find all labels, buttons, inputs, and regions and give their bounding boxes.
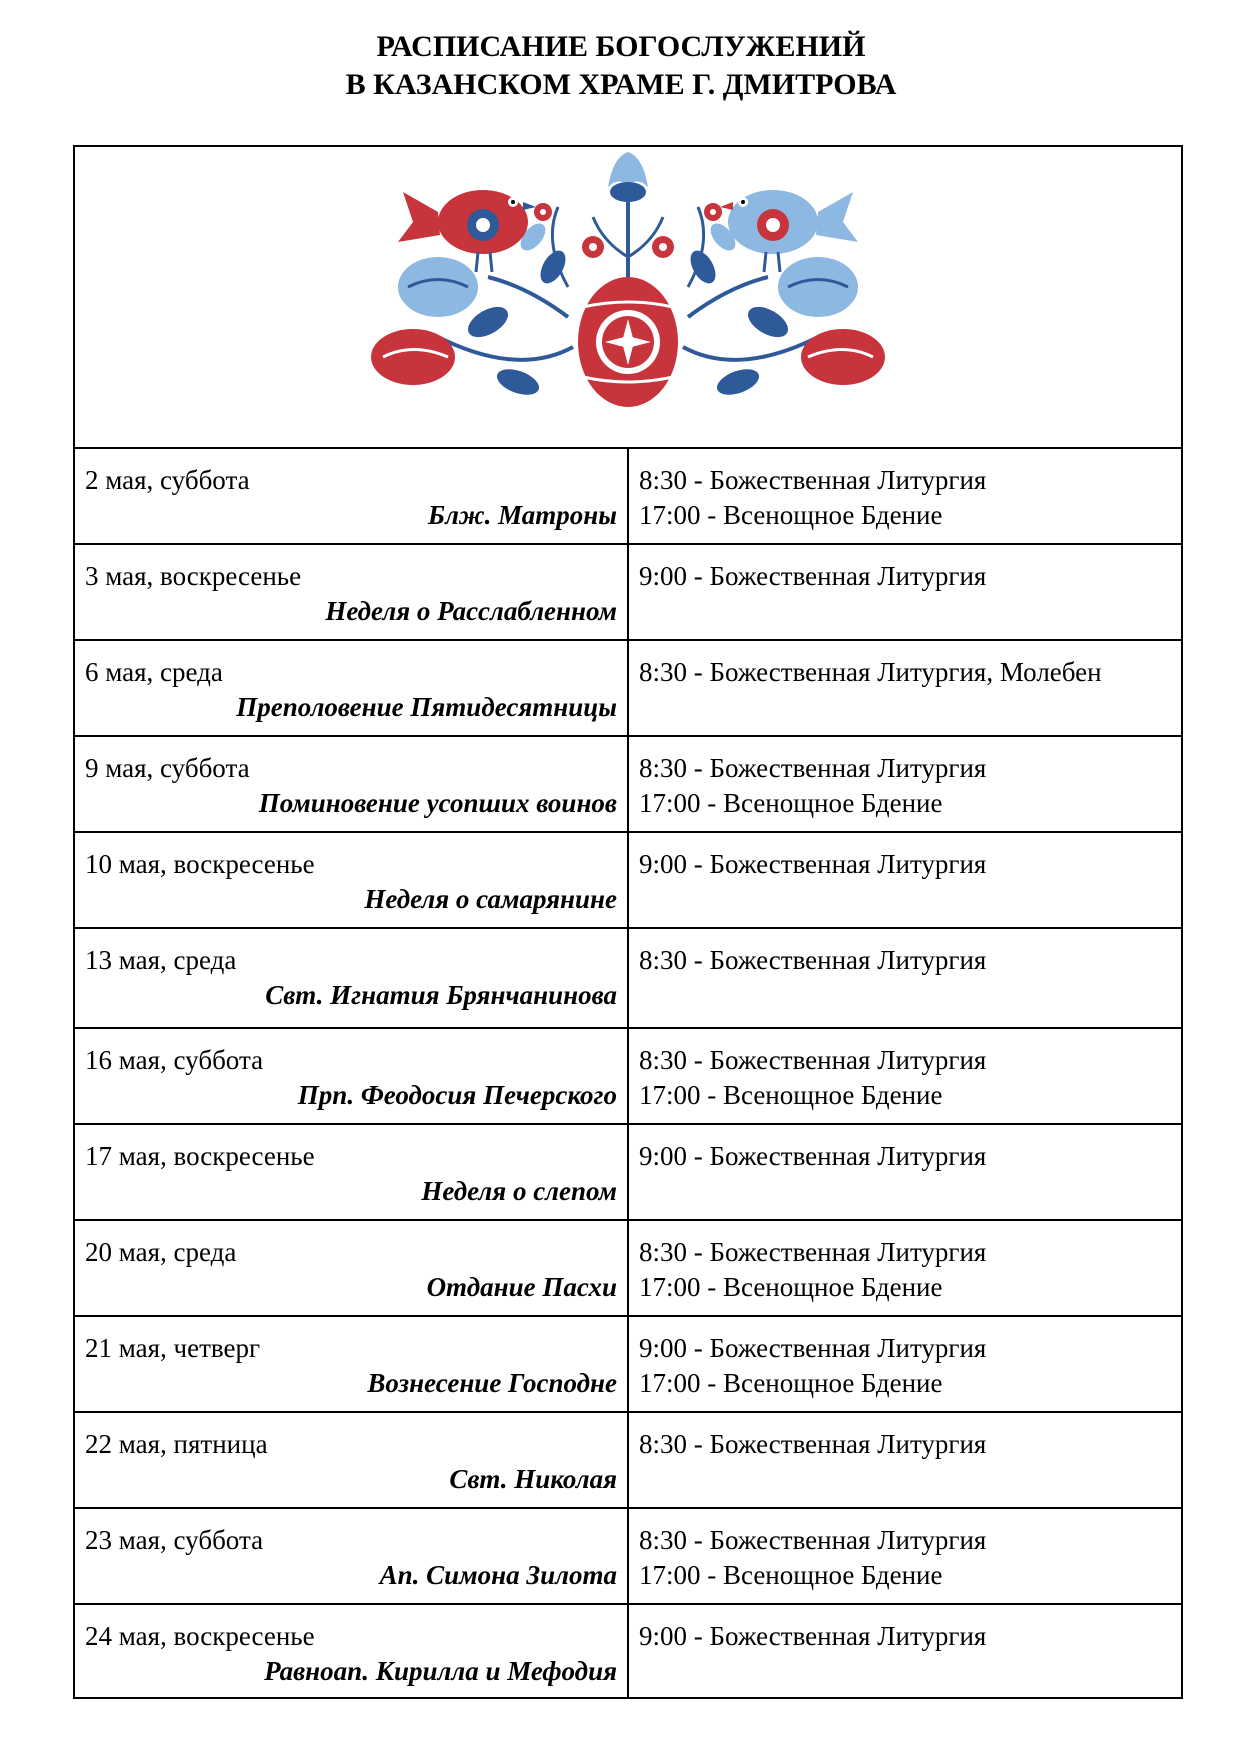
service-line: 17:00 - Всенощное Бдение [639, 1080, 943, 1110]
schedule-row [74, 640, 1182, 736]
day-date: 24 мая, воскресенье [85, 1621, 315, 1651]
feast-name: Поминовение усопших воинов [258, 788, 617, 818]
day-cell [74, 1412, 628, 1508]
service-line: 8:30 - Божественная Литургия [639, 1525, 987, 1555]
ornament-cell [74, 146, 1182, 448]
day-cell [74, 928, 628, 1028]
schedule-table [73, 145, 1183, 1699]
services-cell [628, 928, 1182, 1028]
day-cell [74, 640, 628, 736]
day-date: 3 мая, воскресенье [85, 561, 302, 591]
service-line: 9:00 - Божественная Литургия [639, 1621, 987, 1651]
day-date: 17 мая, воскресенье [85, 1141, 315, 1171]
service-line: 17:00 - Всенощное Бдение [639, 1560, 943, 1590]
service-line: 8:30 - Божественная Литургия [639, 945, 987, 975]
services-cell [628, 1316, 1182, 1412]
day-cell [74, 544, 628, 640]
service-line [639, 1462, 1171, 1497]
service-line [639, 690, 1171, 725]
feast-name: Неделя о самарянине [364, 884, 617, 914]
day-date: 9 мая, суббота [85, 753, 250, 783]
feast-name: Прп. Феодосия Печерского [297, 1080, 617, 1110]
service-line [639, 978, 1171, 1013]
service-line: 17:00 - Всенощное Бдение [639, 788, 943, 818]
services-cell [628, 1508, 1182, 1604]
day-cell [74, 1124, 628, 1220]
feast-name: Свт. Игнатия Брянчанинова [265, 980, 617, 1010]
service-line: 9:00 - Божественная Литургия [639, 1141, 987, 1171]
schedule-row [74, 1028, 1182, 1124]
services-cell [628, 640, 1182, 736]
services-cell [628, 544, 1182, 640]
service-line: 17:00 - Всенощное Бдение [639, 1368, 943, 1398]
day-cell [74, 1604, 628, 1698]
services-cell [628, 1220, 1182, 1316]
service-line: 8:30 - Божественная Литургия [639, 1045, 987, 1075]
day-cell [74, 1220, 628, 1316]
day-date: 2 мая, суббота [85, 465, 250, 495]
services-cell [628, 736, 1182, 832]
service-line: 17:00 - Всенощное Бдение [639, 1272, 943, 1302]
feast-name: Неделя о слепом [421, 1176, 617, 1206]
services-cell [628, 448, 1182, 544]
schedule-row [74, 1508, 1182, 1604]
day-date: 10 мая, воскресенье [85, 849, 315, 879]
day-date: 13 мая, среда [85, 945, 237, 975]
schedule-row [74, 1316, 1182, 1412]
folk-ornament-icon [368, 147, 888, 417]
feast-name: Блж. Матроны [427, 500, 617, 530]
schedule-row [74, 1412, 1182, 1508]
service-line: 8:30 - Божественная Литургия, Молебен [639, 657, 1102, 687]
day-date: 23 мая, суббота [85, 1525, 264, 1555]
feast-name: Ап. Симона Зилота [379, 1560, 617, 1590]
service-line: 9:00 - Божественная Литургия [639, 849, 987, 879]
service-line [639, 1174, 1171, 1209]
schedule-row [74, 1604, 1182, 1698]
day-cell [74, 832, 628, 928]
ornament-row [74, 146, 1182, 448]
day-date: 22 мая, пятница [85, 1429, 268, 1459]
feast-name: Неделя о Расслабленном [325, 596, 617, 626]
service-line [639, 1654, 1171, 1689]
services-cell [628, 1412, 1182, 1508]
service-line [639, 882, 1171, 917]
services-cell [628, 1028, 1182, 1124]
day-cell [74, 1508, 628, 1604]
service-line [639, 594, 1171, 629]
services-cell [628, 1604, 1182, 1698]
feast-name: Преполовение Пятидесятницы [236, 692, 617, 722]
feast-name: Равноап. Кирилла и Мефодия [264, 1656, 617, 1686]
day-cell [74, 1316, 628, 1412]
service-line: 8:30 - Божественная Литургия [639, 753, 987, 783]
feast-name: Вознесение Господне [367, 1368, 617, 1398]
service-line: 8:30 - Божественная Литургия [639, 1237, 987, 1267]
feast-name: Свт. Николая [449, 1464, 617, 1494]
service-line: 17:00 - Всенощное Бдение [639, 500, 943, 530]
day-cell [74, 448, 628, 544]
services-cell [628, 1124, 1182, 1220]
day-cell [74, 1028, 628, 1124]
day-date: 21 мая, четверг [85, 1333, 261, 1363]
day-date: 20 мая, среда [85, 1237, 237, 1267]
schedule-row [74, 832, 1182, 928]
service-line: 8:30 - Божественная Литургия [639, 465, 987, 495]
title-line-2: В КАЗАНСКОМ ХРАМЕ Г. ДМИТРОВА [345, 68, 897, 101]
schedule-row [74, 1124, 1182, 1220]
day-date: 16 мая, суббота [85, 1045, 264, 1075]
day-cell [74, 736, 628, 832]
schedule-row [74, 928, 1182, 1028]
schedule-row [74, 736, 1182, 832]
title-line-1: РАСПИСАНИЕ БОГОСЛУЖЕНИЙ [376, 30, 866, 63]
schedule-row [74, 448, 1182, 544]
service-line: 8:30 - Божественная Литургия [639, 1429, 987, 1459]
feast-name: Отдание Пасхи [426, 1272, 617, 1302]
services-cell [628, 832, 1182, 928]
service-line: 9:00 - Божественная Литургия [639, 1333, 987, 1363]
schedule-row [74, 1220, 1182, 1316]
service-line: 9:00 - Божественная Литургия [639, 561, 987, 591]
day-date: 6 мая, среда [85, 657, 223, 687]
page-title [0, 28, 1242, 104]
schedule-row [74, 544, 1182, 640]
